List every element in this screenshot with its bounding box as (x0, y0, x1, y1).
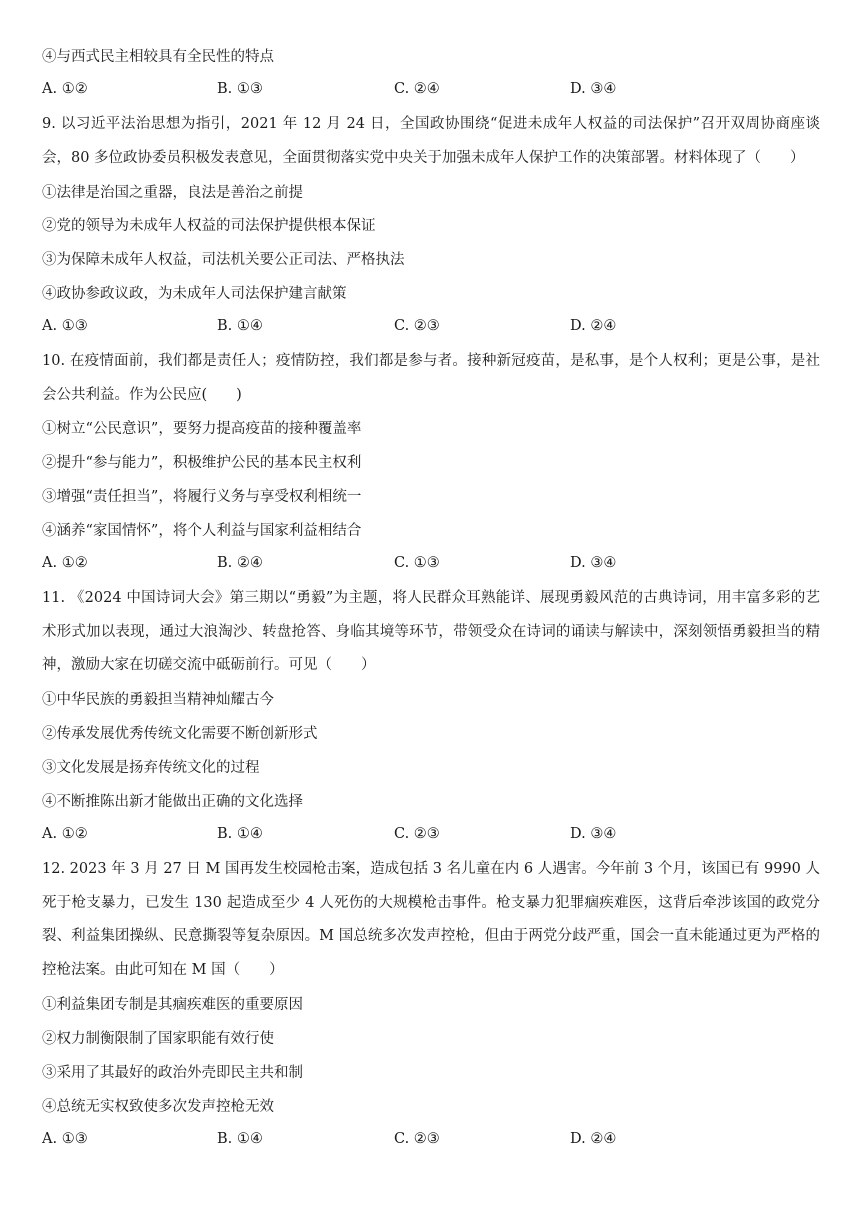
q11-options (42, 826, 822, 846)
q9-statement-4: ④政协参政议政，为未成年人司法保护建言献策 (42, 286, 347, 302)
q9-option-c[interactable]: C. ②③ (394, 318, 440, 334)
q12-stem: 12. 2023 年 3 月 27 日 M 国再发生校园枪击案，造成包括 3 名儿童在内 6 人遇害。今年前 3 个月，该国已有 9990 人死于枪支暴力，已发生 130 起造成至少 4 人死伤的大规模枪击事件。枪支暴力犯罪痼疾难医，这背后牵涉该国的政党分裂、利益集团操纵、民意撕裂等复杂原因。M 国总统多次发声控枪，但由于两党分歧严重，国会一直未能通过更为严格的控枪法案。由此可知在 M 国（ ） (42, 861, 820, 978)
q9-statement-3: ③为保障未成年人权益，司法机关要公正司法、严格执法 (42, 252, 405, 268)
q12-statement-2: ②权力制衡限制了国家职能有效行使 (42, 1031, 274, 1047)
q11-statement-3: ③文化发展是扬弃传统文化的过程 (42, 760, 260, 776)
q8-statement-4: ④与西式民主相较具有全民性的特点 (42, 49, 274, 65)
q12-option-b[interactable]: B. ①④ (217, 1131, 263, 1147)
q11-option-a[interactable]: A. ①② (42, 826, 88, 842)
q10-option-b[interactable]: B. ②④ (217, 555, 263, 571)
q8-option-a[interactable]: A. ①② (42, 81, 88, 97)
q10-option-a[interactable]: A. ①② (42, 555, 88, 571)
q11-statement-2: ②传承发展优秀传统文化需要不断创新形式 (42, 726, 318, 742)
q12-statement-1: ①利益集团专制是其痼疾难医的重要原因 (42, 997, 303, 1013)
q11-statement-4: ④不断推陈出新才能做出正确的文化选择 (42, 794, 303, 810)
q12-statement-3: ③采用了其最好的政治外壳即民主共和制 (42, 1065, 303, 1081)
q12-option-d[interactable]: D. ②④ (570, 1131, 617, 1147)
q8-option-c[interactable]: C. ②④ (394, 81, 440, 97)
q10-options (42, 555, 822, 575)
q9-option-b[interactable]: B. ①④ (217, 318, 263, 334)
q10-statement-4: ④涵养“家国情怀”，将个人利益与国家利益相结合 (42, 523, 362, 539)
q9-statement-1: ①法律是治国之重器，良法是善治之前提 (42, 185, 303, 201)
q9-statement-2: ②党的领导为未成年人权益的司法保护提供根本保证 (42, 218, 376, 234)
q11-option-d[interactable]: D. ③④ (570, 826, 617, 842)
q11-stem: 11. 《2024 中国诗词大会》第三期以“勇毅”为主题，将人民群众耳熟能详、展现勇毅风范的古典诗词，用丰富多彩的艺术形式加以表现，通过大浪淘沙、转盘抢答、身临其境等环节，带领受众在诗词的诵读与解读中，深刻领悟勇毅担当的精神，激励大家在切磋交流中砥砺前行。可见（ ） (42, 590, 820, 673)
q12-option-a[interactable]: A. ①③ (42, 1131, 88, 1147)
q9-option-a[interactable]: A. ①③ (42, 318, 88, 334)
q11-option-c[interactable]: C. ②③ (394, 826, 440, 842)
q12-options (42, 1131, 822, 1151)
q8-option-d[interactable]: D. ③④ (570, 81, 617, 97)
q12-statement-4: ④总统无实权致使多次发声控枪无效 (42, 1099, 274, 1115)
q9-options (42, 318, 822, 338)
q10-statement-2: ②提升“参与能力”，积极维护公民的基本民主权利 (42, 455, 362, 471)
q12-option-c[interactable]: C. ②③ (394, 1131, 440, 1147)
q9-option-d[interactable]: D. ②④ (570, 318, 617, 334)
q10-option-c[interactable]: C. ①③ (394, 555, 440, 571)
q10-statement-3: ③增强“责任担当”，将履行义务与享受权利相统一 (42, 489, 362, 505)
q8-option-b[interactable]: B. ①③ (217, 81, 263, 97)
q10-option-d[interactable]: D. ③④ (570, 555, 617, 571)
q11-statement-1: ①中华民族的勇毅担当精神灿耀古今 (42, 692, 274, 708)
q9-stem: 9. 以习近平法治思想为指引，2021 年 12 月 24 日，全国政协围绕“促进未成年人权益的司法保护”召开双周协商座谈会，80 多位政协委员积极发表意见，全面贯彻落实党中央关于加强未成年人保护工作的决策部署。材料体现了（ ） (42, 116, 820, 166)
q10-statement-1: ①树立“公民意识”，要努力提高疫苗的接种覆盖率 (42, 421, 362, 437)
q10-stem: 10. 在疫情面前，我们都是责任人；疫情防控，我们都是参与者。接种新冠疫苗，是私事，是个人权利；更是公事，是社会公共利益。作为公民应( ) (42, 353, 820, 403)
q8-options (42, 81, 822, 101)
q11-option-b[interactable]: B. ①④ (217, 826, 263, 842)
